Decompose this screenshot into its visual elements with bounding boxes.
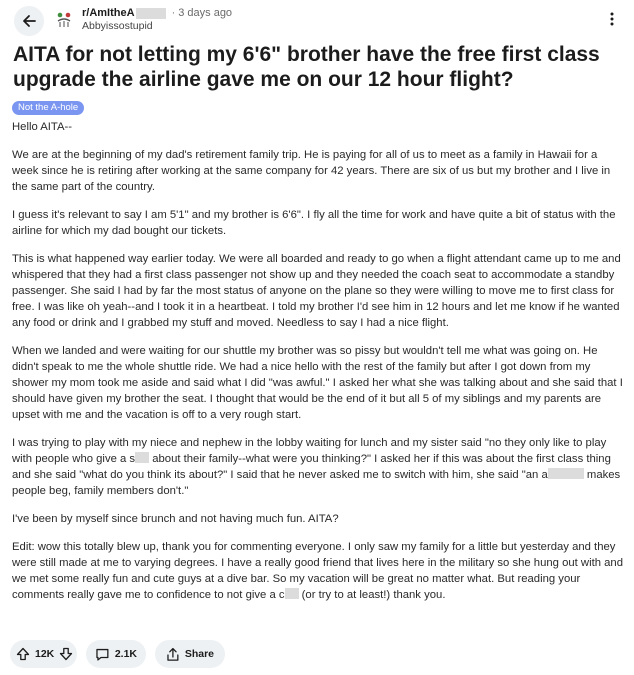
- upvote-arrow-icon: [16, 647, 30, 661]
- body-text-segment: Edit: wow this totally blew up, thank you for commenting everyone. I only saw my family for a little but yesterday and they were still made at me to varying degrees. I have a really good friend that lives here in the military so she hung out with and we met some really fun and cute guys at a dive bar. So my vacation will be great no matter what. But reading your comments really gave me to confidence to not give a c: [12, 541, 623, 601]
- body-paragraph: [12, 539, 624, 603]
- downvote-button[interactable]: [59, 647, 73, 661]
- body-text-segment: about their family--what were you thinking?" I asked her if this was about the first class thing and she said "what do you think its about?" I said that he never asked me to switch with him, she said "an a: [12, 453, 611, 481]
- body-paragraph: We are at the beginning of my dad's retirement family trip. He is paying for all of us to meet as a family in Hawaii for a week since he is retiring after working at the same company for 42 years. There are six of us but my brother and I live in the same part of the country.: [12, 149, 611, 193]
- redaction-bar: [548, 468, 584, 479]
- vote-count: 12K: [35, 648, 55, 660]
- comments-button[interactable]: [86, 640, 146, 668]
- body-text-segment: (or try to at least!) thank you.: [298, 589, 446, 601]
- body-paragraph: This is what happened way earlier today. We were all boarded and ready to go when a flight attendant came up to me and whispered that they had a first class passenger not show up and they needed the coach seat to accommodate a standby passenger. She said I had by far the most status of anyone on the plane so they were willing to move me to first class for free. I was like oh yeah--and I took it in a heartbeat. I told my brother I'd see him in 12 hours and let me know if he wanted any food or drink and I grabbed my stuff and moved. Needless to say I had a nice flight.: [12, 253, 621, 329]
- post-header: [0, 0, 634, 40]
- more-vertical-icon: [610, 12, 614, 26]
- share-button[interactable]: [155, 640, 225, 668]
- subreddit-avatar[interactable]: [53, 9, 75, 31]
- more-options-button[interactable]: [604, 10, 620, 28]
- subreddit-name[interactable]: r/AmItheA: [82, 7, 135, 19]
- post-body: [12, 119, 624, 603]
- post-author[interactable]: Abbyissostupid: [82, 20, 153, 32]
- redaction-bar: [135, 452, 149, 463]
- meta-separator: ·: [171, 7, 176, 19]
- share-icon: [166, 647, 180, 662]
- post-actions: [10, 640, 225, 670]
- subreddit-icon: [54, 10, 74, 30]
- downvote-arrow-icon: [59, 647, 73, 661]
- back-button[interactable]: [14, 6, 44, 36]
- post-flair[interactable]: Not the A-hole: [12, 101, 84, 115]
- body-paragraph: When we landed and were waiting for our shuttle my brother was so pissy but wouldn't tell me what was going on. He didn't speak to me the whole shuttle ride. We had a nice hello with the rest of the family but after I got down from my shower my mom took me aside and said what I did "was awful." I asked her what she was talking about and she said that I should have given my brother the seat. I thought that would be the end of it but all 5 of my siblings and my parents are upset with me and the vacation is off to a very rough start.: [12, 345, 623, 421]
- post-meta: [82, 7, 232, 33]
- redaction-bar: [136, 8, 166, 19]
- body-paragraph: [12, 435, 624, 499]
- upvote-button[interactable]: [16, 647, 30, 661]
- share-label: Share: [184, 648, 214, 660]
- body-text-segment: I was trying to play with my niece and nephew in the lobby waiting for lunch and my sister said "no they only like to play with people who give a s: [12, 437, 607, 465]
- body-text-segment: makes people beg, family members don't.": [12, 469, 621, 497]
- arrow-left-icon: [21, 13, 37, 29]
- comment-count: 2.1K: [114, 648, 137, 660]
- post-time: 3 days ago: [178, 7, 233, 19]
- vote-control: [10, 640, 77, 668]
- post-title: AITA for not letting my 6'6" brother have the free first class upgrade the airline gave me on our 12 hour flight?: [13, 43, 600, 91]
- body-paragraph: I guess it's relevant to say I am 5'1" and my brother is 6'6". I fly all the time for work and have quite a bit of status with the airline for which my dad bought our tickets.: [12, 209, 616, 237]
- body-greeting: Hello AITA--: [12, 121, 73, 133]
- comment-bubble-icon: [95, 647, 110, 662]
- redaction-bar: [285, 588, 299, 599]
- body-paragraph: I've been by myself since brunch and not having much fun. AITA?: [12, 513, 339, 525]
